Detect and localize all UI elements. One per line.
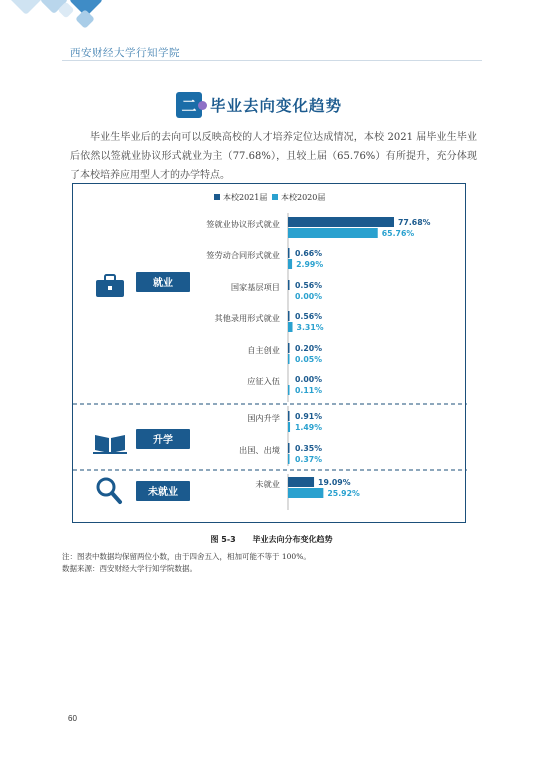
- bar-2021: [288, 477, 314, 487]
- value-label-2021: 0.56%: [295, 281, 323, 290]
- header-school-name: 西安财经大学行知学院: [70, 47, 180, 59]
- bar-2021: [288, 217, 394, 227]
- bar-2020: [288, 322, 293, 332]
- value-label-2021: 77.68%: [398, 218, 431, 227]
- legend-label-2021: 本校2021届: [223, 193, 268, 202]
- section-heading: [176, 92, 342, 118]
- bar-2020: [288, 488, 323, 498]
- page-number: 60: [68, 714, 77, 723]
- value-label-2020: 0.37%: [295, 455, 323, 464]
- value-label-2020: 2.99%: [296, 260, 324, 269]
- destination-bar-chart: [73, 184, 467, 524]
- book-icon-base: [93, 452, 127, 454]
- value-label-2021: 0.00%: [295, 375, 323, 384]
- bar-2020: [288, 228, 378, 238]
- header-divider: [62, 60, 482, 61]
- category-label: 出国、出境: [239, 445, 280, 455]
- value-label-2020: 25.92%: [327, 489, 360, 498]
- category-label: 应征入伍: [247, 376, 280, 386]
- value-label-2021: 0.56%: [295, 312, 323, 321]
- section-dot: [198, 101, 207, 110]
- category-label: 自主创业: [247, 345, 280, 355]
- bar-2021: [288, 443, 290, 453]
- group-label: 就业: [153, 278, 173, 289]
- figure-title: 毕业去向分布变化趋势: [252, 535, 333, 544]
- section-title: 毕业去向变化趋势: [210, 97, 343, 115]
- note-rounding: 注：图表中数据均保留两位小数，由于四舍五入，相加可能不等于 100%。: [62, 552, 311, 561]
- chart-frame: [72, 183, 466, 523]
- bar-2020: [288, 354, 290, 364]
- value-label-2021: 0.35%: [295, 444, 323, 453]
- group-label: 未就业: [148, 487, 178, 498]
- category-label: 国内升学: [247, 413, 280, 423]
- category-label: 签就业协议形式就业: [206, 219, 280, 229]
- legend-swatch-2021: [214, 194, 220, 200]
- bar-2021: [288, 411, 290, 421]
- value-label-2020: 65.76%: [381, 229, 415, 238]
- legend-label-2020: 本校2020届: [281, 193, 326, 202]
- value-label-2021: 0.66%: [295, 249, 323, 258]
- briefcase-clasp: [108, 286, 112, 290]
- legend-swatch-2020: [272, 194, 278, 200]
- briefcase-handle: [105, 275, 115, 281]
- value-label-2020: 3.31%: [296, 323, 324, 332]
- note-source: 数据来源：西安财经大学行知学院数据。: [62, 564, 197, 573]
- category-label: 国家基层项目: [230, 282, 280, 292]
- value-label-2020: 0.00%: [295, 292, 323, 301]
- value-label-2021: 0.20%: [295, 344, 323, 353]
- value-label-2020: 0.05%: [295, 355, 323, 364]
- bar-2020: [288, 422, 290, 432]
- book-icon: [95, 435, 109, 453]
- bar-2021: [288, 248, 290, 258]
- book-icon-right-page: [111, 435, 125, 453]
- bar-2021: [288, 311, 290, 321]
- value-label-2021: 19.09%: [318, 478, 351, 487]
- value-label-2021: 0.91%: [295, 412, 323, 421]
- figure-number: 图 5-3: [210, 535, 236, 544]
- figure-caption: [0, 534, 543, 545]
- section-number-badge: 二: [176, 92, 202, 118]
- bar-2021: [288, 343, 290, 353]
- bar-2020: [288, 259, 292, 269]
- category-label: 其他录用形式就业: [214, 313, 280, 323]
- category-label: 签劳动合同形式就业: [206, 250, 280, 260]
- corner-decoration: [0, 0, 120, 40]
- bar-2020: [288, 454, 290, 464]
- value-label-2020: 1.49%: [295, 423, 323, 432]
- bar-2020: [288, 385, 290, 395]
- category-label: 未就业: [255, 479, 280, 489]
- bar-2021: [288, 280, 290, 290]
- group-label: 升学: [153, 435, 173, 446]
- intro-paragraph: 毕业生毕业后的去向可以反映高校的人才培养定位达成情况，本校 2021 届毕业生毕业后依然以签就业协议形式就业为主（77.68%），且较上届（65.76%）有所提升，充分体现了本校培养应用型人才的办学特点。: [70, 132, 477, 181]
- value-label-2020: 0.11%: [295, 386, 323, 395]
- magnifier-handle: [112, 493, 120, 502]
